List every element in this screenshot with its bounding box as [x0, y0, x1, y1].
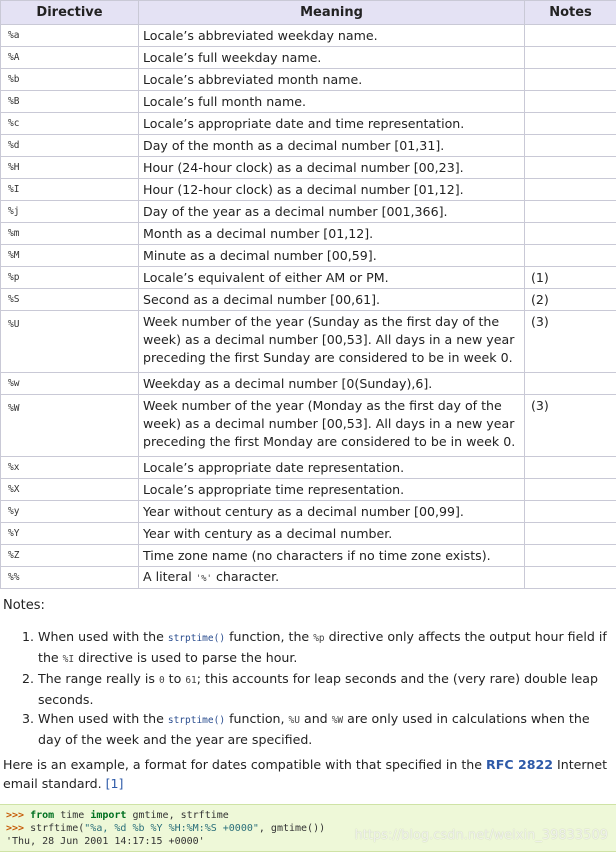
table-row	[1, 395, 616, 457]
directive-cell: %w	[1, 373, 139, 395]
table-row	[1, 47, 616, 69]
directive-cell: %Z	[1, 545, 139, 567]
directive-cell: %x	[1, 457, 139, 479]
table-row	[1, 223, 616, 245]
table-row	[1, 289, 616, 311]
directive-cell: %b	[1, 69, 139, 91]
directive-cell: %S	[1, 289, 139, 311]
rfc-2822-link[interactable]: RFC 2822	[486, 757, 554, 772]
directive-cell: %W	[1, 395, 139, 457]
strptime-code: strptime()	[167, 633, 226, 644]
directive-cell: %p	[1, 267, 139, 289]
table-row	[1, 25, 616, 47]
table-row	[1, 69, 616, 91]
table-row	[1, 457, 616, 479]
notes-cell	[525, 567, 616, 589]
note-text: to	[164, 671, 186, 686]
notes-cell	[525, 201, 616, 223]
note-text: directive only affects the output hour field if the	[38, 629, 607, 665]
directive-cell: %A	[1, 47, 139, 69]
header-notes: Notes	[525, 1, 616, 25]
table-row	[1, 201, 616, 223]
meaning-cell: Locale’s appropriate date representation.	[139, 457, 525, 479]
directive-cell: %c	[1, 113, 139, 135]
example-text: Here is an example, a format for dates compatible with that specified in the	[3, 757, 487, 772]
notes-cell	[525, 373, 616, 395]
meaning-text: character.	[211, 568, 280, 584]
notes-cell	[525, 113, 616, 135]
notes-cell	[525, 545, 616, 567]
directive-cell: %I	[1, 179, 139, 201]
note-text: function,	[225, 711, 289, 726]
directive-cell: %a	[1, 25, 139, 47]
code-text: gmtime, strftime	[126, 810, 229, 821]
meaning-cell: Second as a decimal number [00,61].	[139, 289, 525, 311]
meaning-cell: Locale’s abbreviated weekday name.	[139, 25, 525, 47]
meaning-cell: Locale’s equivalent of either AM or PM.	[139, 267, 525, 289]
directive-code: %W	[331, 715, 344, 726]
meaning-cell: Day of the month as a decimal number [01,31].	[139, 135, 525, 157]
table-row	[1, 311, 616, 373]
notes-cell: (3)	[525, 395, 616, 457]
directive-cell: %B	[1, 91, 139, 113]
range-code: 61	[185, 675, 197, 686]
notes-cell	[525, 135, 616, 157]
table-row	[1, 567, 616, 589]
notes-cell	[525, 245, 616, 267]
meaning-cell: Day of the year as a decimal number [001,366].	[139, 201, 525, 223]
note-text: When used with the	[38, 629, 168, 644]
note-text: directive is used to parse the hour.	[74, 650, 298, 665]
code-output: 'Thu, 28 Jun 2001 14:17:15 +0000'	[6, 836, 205, 847]
notes-cell	[525, 25, 616, 47]
directive-cell: %Y	[1, 523, 139, 545]
table-row	[1, 373, 616, 395]
meaning-cell: Month as a decimal number [01,12].	[139, 223, 525, 245]
notes-cell	[525, 47, 616, 69]
meaning-cell: Week number of the year (Sunday as the first day of the week) as a decimal number [00,53]. All days in a new year preceding the first Sunday are considered to be in week 0.	[139, 311, 525, 373]
example-paragraph	[3, 755, 611, 793]
notes-cell	[525, 179, 616, 201]
notes-cell	[525, 223, 616, 245]
notes-list	[0, 627, 612, 749]
strptime-code: strptime()	[167, 715, 226, 726]
meaning-cell: Year with century as a decimal number.	[139, 523, 525, 545]
table-row	[1, 245, 616, 267]
table-header-row	[1, 1, 616, 25]
keyword: from	[30, 810, 55, 821]
notes-cell	[525, 501, 616, 523]
notes-heading: Notes:	[3, 598, 45, 613]
header-meaning: Meaning	[139, 1, 525, 25]
notes-cell: (3)	[525, 311, 616, 373]
meaning-cell: Weekday as a decimal number [0(Sunday),6].	[139, 373, 525, 395]
header-directive: Directive	[1, 1, 139, 25]
meaning-cell: Hour (12-hour clock) as a decimal number [01,12].	[139, 179, 525, 201]
meaning-cell: Locale’s appropriate date and time representation.	[139, 113, 525, 135]
meaning-cell: Locale’s abbreviated month name.	[139, 69, 525, 91]
table-row	[1, 113, 616, 135]
meaning-cell: Time zone name (no characters if no time zone exists).	[139, 545, 525, 567]
table-row	[1, 91, 616, 113]
module-name: time	[54, 810, 91, 821]
table-row	[1, 157, 616, 179]
notes-cell	[525, 479, 616, 501]
meaning-cell: Week number of the year (Monday as the first day of the week) as a decimal number [00,53]. All days in a new year preceding the first Monday are considered to be in week 0.	[139, 395, 525, 457]
meaning-cell: Year without century as a decimal number [00,99].	[139, 501, 525, 523]
directive-cell: %j	[1, 201, 139, 223]
keyword: import	[90, 810, 127, 821]
format-string: "%a, %d %b %Y %H:%M:%S +0000"	[84, 823, 259, 834]
directive-code: %I	[62, 654, 75, 665]
code-text: strftime(	[24, 823, 85, 834]
meaning-cell: Locale’s full weekday name.	[139, 47, 525, 69]
directive-cell: %U	[1, 311, 139, 373]
prompt: >>>	[6, 823, 25, 834]
notes-cell	[525, 91, 616, 113]
notes-cell: (1)	[525, 267, 616, 289]
notes-cell	[525, 69, 616, 91]
table-row	[1, 523, 616, 545]
meaning-cell: Locale’s full month name.	[139, 91, 525, 113]
notes-cell	[525, 457, 616, 479]
notes-cell: (2)	[525, 289, 616, 311]
footnote-link[interactable]: [1]	[105, 776, 124, 791]
meaning-cell: Hour (24-hour clock) as a decimal number [00,23].	[139, 157, 525, 179]
table-row	[1, 479, 616, 501]
directive-cell: %%	[1, 567, 139, 589]
directive-cell: %M	[1, 245, 139, 267]
note-text: When used with the	[38, 711, 168, 726]
note-text: function, the	[225, 629, 314, 644]
notes-cell	[525, 523, 616, 545]
example-text: Internet email standard.	[3, 757, 608, 791]
code-text: , gmtime())	[258, 823, 326, 834]
note-item	[38, 709, 612, 749]
table-row	[1, 545, 616, 567]
notes-cell	[525, 157, 616, 179]
table-row	[1, 501, 616, 523]
table-row	[1, 267, 616, 289]
table-row	[1, 135, 616, 157]
note-text: The range really is	[38, 671, 159, 686]
prompt: >>>	[6, 810, 25, 821]
note-item	[38, 627, 612, 669]
directive-code: %U	[288, 715, 300, 726]
meaning-cell: Locale’s appropriate time representation.	[139, 479, 525, 501]
note-text: are only used in calculations when the day of the week and the year are specified.	[38, 711, 590, 747]
watermark-text: https://blog.csdn.net/weixin_39833509	[354, 828, 608, 843]
meaning-cell: Minute as a decimal number [00,59].	[139, 245, 525, 267]
table-row	[1, 179, 616, 201]
note-text: and	[299, 711, 332, 726]
literal-percent-code: '%'	[195, 573, 212, 584]
note-text: ; this accounts for leap seconds and the (very rare) double leap seconds.	[38, 671, 598, 707]
directive-code: %p	[313, 633, 325, 644]
directive-cell: %m	[1, 223, 139, 245]
directive-cell: %H	[1, 157, 139, 179]
range-code: 0	[158, 675, 165, 686]
meaning-text: A literal	[143, 568, 196, 584]
directive-cell: %d	[1, 135, 139, 157]
directive-cell: %X	[1, 479, 139, 501]
meaning-cell	[139, 567, 525, 589]
directive-cell: %y	[1, 501, 139, 523]
note-item	[38, 669, 612, 709]
